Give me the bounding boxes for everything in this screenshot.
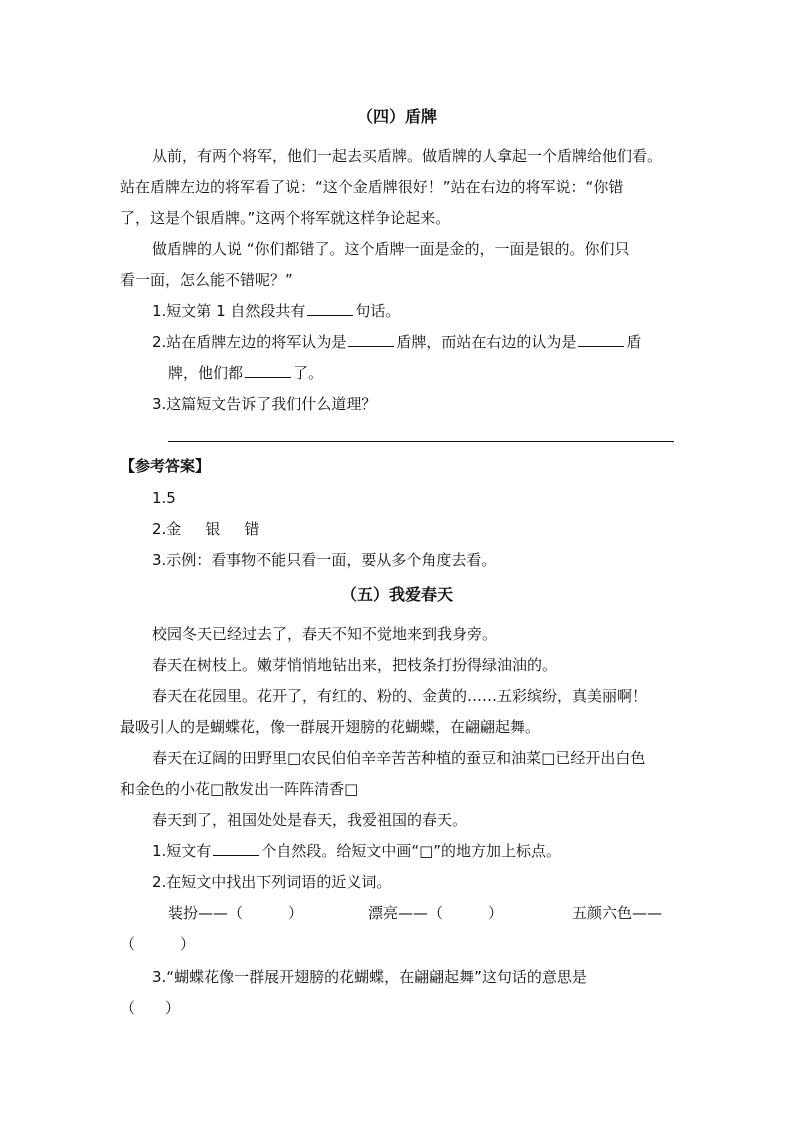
answer-1: 1.5	[152, 489, 176, 507]
question-text: 了。	[293, 364, 324, 382]
paragraph-line: 春天到了，祖国处处是春天，我爱祖国的春天。	[152, 811, 468, 829]
paragraph-line: 校园冬天已经过去了，春天不知不觉地来到我身旁。	[152, 625, 498, 643]
question-text: 1.短文第 1 自然段共有	[152, 302, 306, 320]
question-1	[152, 301, 712, 321]
answer-blank[interactable]	[348, 332, 394, 347]
section-title: （五）我爱春天	[340, 585, 453, 604]
answer-2	[152, 519, 712, 539]
paragraph-line: 站在盾牌左边的将军看了说：“这个金盾牌很好！”站在右边的将军说：“你错	[120, 178, 624, 196]
answer-blank[interactable]	[213, 841, 259, 856]
paragraph-line: 春天在树枝上。嫩芽悄悄地钻出来，把枝条打扮得绿油油的。	[152, 656, 558, 674]
question-2-cont	[168, 363, 728, 383]
answer-3: 3.示例：看事物不能只看一面，要从多个角度去看。	[152, 551, 497, 569]
answer-word: 银	[205, 520, 221, 538]
paragraph-line: 了，这是个银盾牌。”这两个将军就这样争论起来。	[120, 209, 451, 227]
question-2: 2.在短文中找出下列词语的近义词。	[152, 873, 392, 891]
question-text: 1.短文有	[152, 842, 212, 860]
synonym-answer-paren[interactable]: （ ）	[120, 935, 196, 953]
answer-line[interactable]	[168, 441, 674, 442]
question-3: 3.“蝴蝶花像一群展开翅膀的花蝴蝶，在翩翩起舞”这句话的意思是	[152, 968, 587, 986]
question-text: 句话。	[355, 302, 401, 320]
answer-blank[interactable]	[245, 363, 291, 378]
synonym-item: 五颜六色——	[572, 904, 663, 922]
answer-blank[interactable]	[578, 332, 624, 347]
answer-word: 2.金	[152, 520, 182, 538]
paragraph-line: 从前，有两个将军，他们一起去买盾牌。做盾牌的人拿起一个盾牌给他们看。	[152, 147, 663, 165]
question-3: 3.这篇短文告诉了我们什么道理？	[152, 395, 377, 413]
answer-heading: 【参考答案】	[120, 457, 211, 475]
question-text: 牌，他们都	[168, 364, 244, 382]
section-title: （四）盾牌	[356, 107, 437, 126]
synonym-item[interactable]: 漂亮——（ ）	[368, 904, 504, 922]
paragraph-line: 最吸引人的是蝴蝶花，像一群展开翅膀的花蝴蝶，在翩翩起舞。	[120, 718, 541, 736]
question-2	[152, 332, 712, 352]
question-text: 盾牌，而站在右边的认为是	[396, 333, 577, 351]
question-1	[152, 841, 712, 861]
answer-word: 错	[244, 520, 260, 538]
question-3-paren[interactable]: （ ）	[120, 999, 181, 1017]
paragraph-line: 春天在辽阔的田野里□农民伯伯辛辛苦苦种植的蚕豆和油菜□已经开出白色	[152, 749, 646, 767]
synonym-item[interactable]: 装扮——（ ）	[168, 904, 304, 922]
paragraph-line: 做盾牌的人说 “你们都错了。这个盾牌一面是金的，一面是银的。你们只	[152, 240, 630, 258]
question-text: 2.站在盾牌左边的将军认为是	[152, 333, 347, 351]
question-text: 盾	[626, 333, 642, 351]
paragraph-line: 看一面，怎么能不错呢？”	[120, 271, 293, 289]
answer-blank[interactable]	[307, 301, 353, 316]
paragraph-line: 和金色的小花□散发出一阵阵清香□	[120, 780, 359, 798]
question-text: 个自然段。给短文中画“□”的地方加上标点。	[261, 842, 562, 860]
paragraph-line: 春天在花园里。花开了，有红的、粉的、金黄的……五彩缤纷，真美丽啊！	[152, 687, 648, 705]
